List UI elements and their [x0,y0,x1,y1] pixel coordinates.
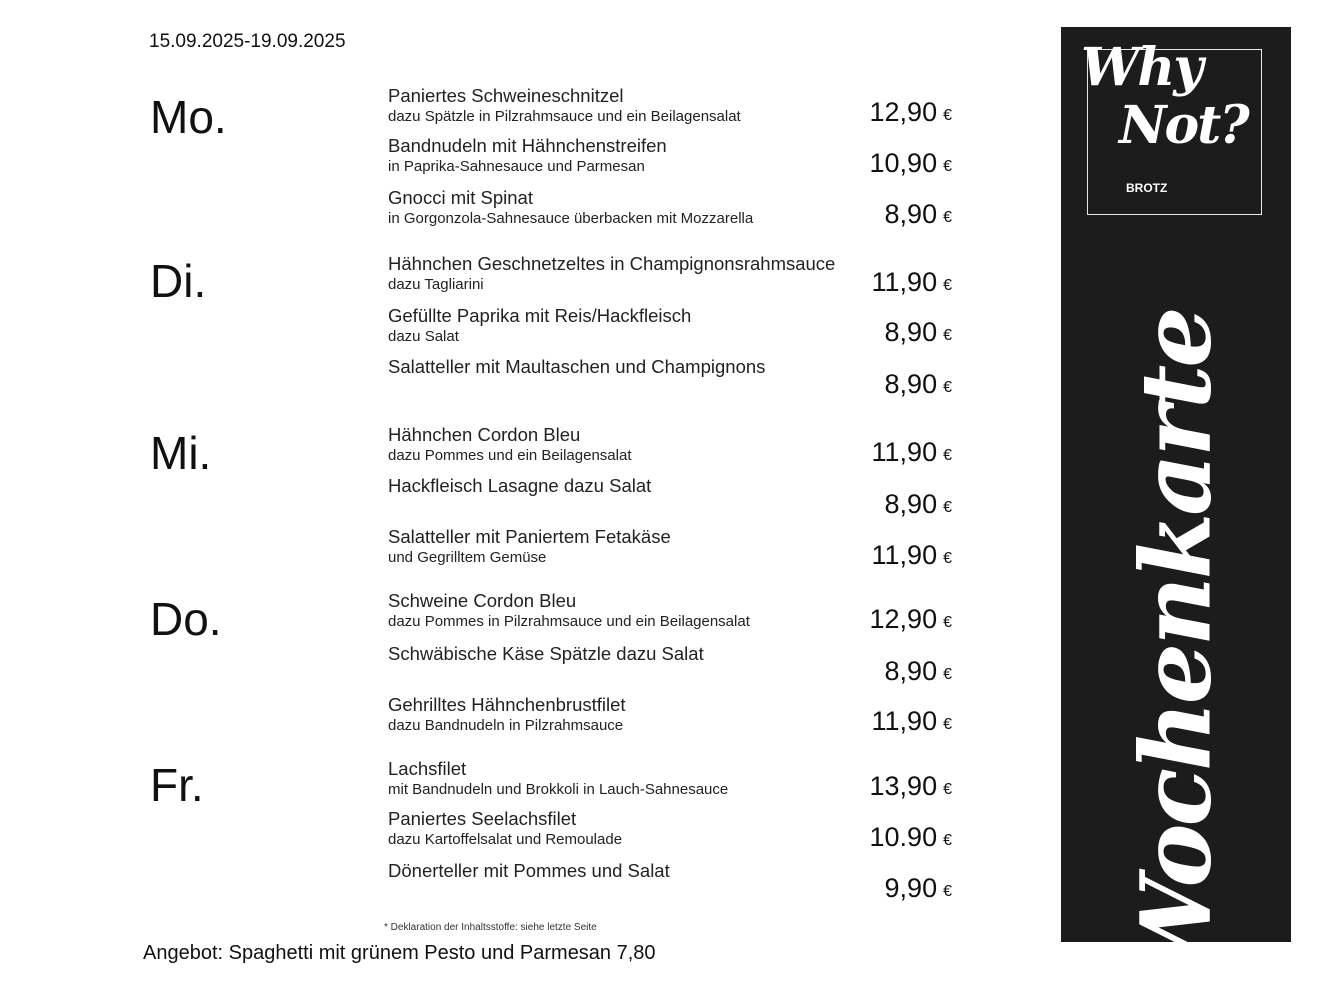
menu-item [388,694,626,735]
dish-price: 12,90 € [869,97,952,127]
dish-description: in Paprika-Sahnesauce und Parmesan [388,158,645,175]
menu-item [388,305,691,346]
dish-price: 11,90 € [871,437,952,467]
dish-description: dazu Tagliarini [388,276,484,293]
banner-title: Wochenkarte [1119,309,1233,984]
menu-item [388,135,667,176]
dish-name: Paniertes Seelachsfilet [388,808,577,829]
dish-price: 11,90 € [871,267,952,297]
dish-name: Hähnchen Geschnetzeltes in Champignonsrahmsauce [388,253,836,274]
dish-price: 9,90 € [884,873,952,903]
brand-logo: Why Not? [1081,37,1248,156]
dish-price: 8,90 € [884,317,952,347]
dish-description: mit Bandnudeln und Brokkoli in Lauch-Sahnesauce [388,781,729,798]
menu-item [388,758,728,799]
dish-description: und Gegrilltem Gemüse [388,549,547,566]
dish-price: 11,90 € [871,540,952,570]
special-offer: Angebot: Spaghetti mit grünem Pesto und Parmesan 7,80 [143,942,656,964]
menu-item [388,253,835,294]
day-label-tuesday: Di. [150,255,207,307]
side-banner [1061,27,1291,984]
dish-name: Schweine Cordon Bleu [388,590,577,611]
day-label-friday: Fr. [150,759,204,811]
dish-price: 10.90 € [869,822,952,852]
dish-price: 12,90 € [869,604,952,634]
dish-price: 8,90 € [884,489,952,519]
dish-description: dazu Salat [388,328,459,345]
menu-item [388,475,651,497]
dish-name: Gnocci mit Spinat [388,187,533,208]
day-label-thursday: Do. [150,593,222,645]
dish-price: 11,90 € [871,706,952,736]
dish-name: Bandnudeln mit Hähnchenstreifen [388,135,667,156]
dish-name: Lachsfilet [388,758,467,779]
dish-name: Dönerteller mit Pommes und Salat [388,860,670,881]
menu-item [388,808,622,849]
dish-name: Gehrilltes Hähnchenbrustfilet [388,694,626,715]
date-range: 15.09.2025-19.09.2025 [149,31,346,52]
dish-name: Gefüllte Paprika mit Reis/Hackfleisch [388,305,692,326]
day-label-monday: Mo. [150,91,227,143]
dish-name: Salatteller mit Paniertem Fetakäse [388,526,671,547]
menu-item [388,424,632,465]
dish-name: Salatteller mit Maultaschen und Champignons [388,356,766,377]
dish-description: in Gorgonzola-Sahnesauce überbacken mit Mozzarella [388,210,754,227]
menu-item [388,356,765,378]
menu-item [388,590,750,631]
dish-name: Hähnchen Cordon Bleu [388,424,581,445]
dish-description: dazu Kartoffelsalat und Remoulade [388,831,623,848]
dish-description: dazu Bandnudeln in Pilzrahmsauce [388,717,624,734]
menu-item [388,187,753,228]
brand-sub: BROTZ [1121,181,1172,195]
dish-name: Paniertes Schweineschnitzel [388,85,624,106]
dish-price: 13,90 € [869,771,952,801]
dish-description: dazu Pommes und ein Beilagensalat [388,447,632,464]
menu-item [388,526,671,567]
menu-item [388,85,741,126]
dish-description: dazu Spätzle in Pilzrahmsauce und ein Beilagensalat [388,108,741,125]
dish-name: Schwäbische Käse Spätzle dazu Salat [388,643,704,664]
dish-price: 8,90 € [884,199,952,229]
dish-name: Hackfleisch Lasagne dazu Salat [388,475,652,496]
dish-price: 10,90 € [869,148,952,178]
dish-price: 8,90 € [884,656,952,686]
menu-item [388,860,670,882]
dish-description: dazu Pommes in Pilzrahmsauce und ein Beilagensalat [388,613,750,630]
footnote: * Deklaration der Inhaltsstoffe: siehe letzte Seite [384,922,597,933]
day-label-wednesday: Mi. [150,427,212,479]
dish-price: 8,90 € [884,369,952,399]
menu-item [388,643,704,665]
